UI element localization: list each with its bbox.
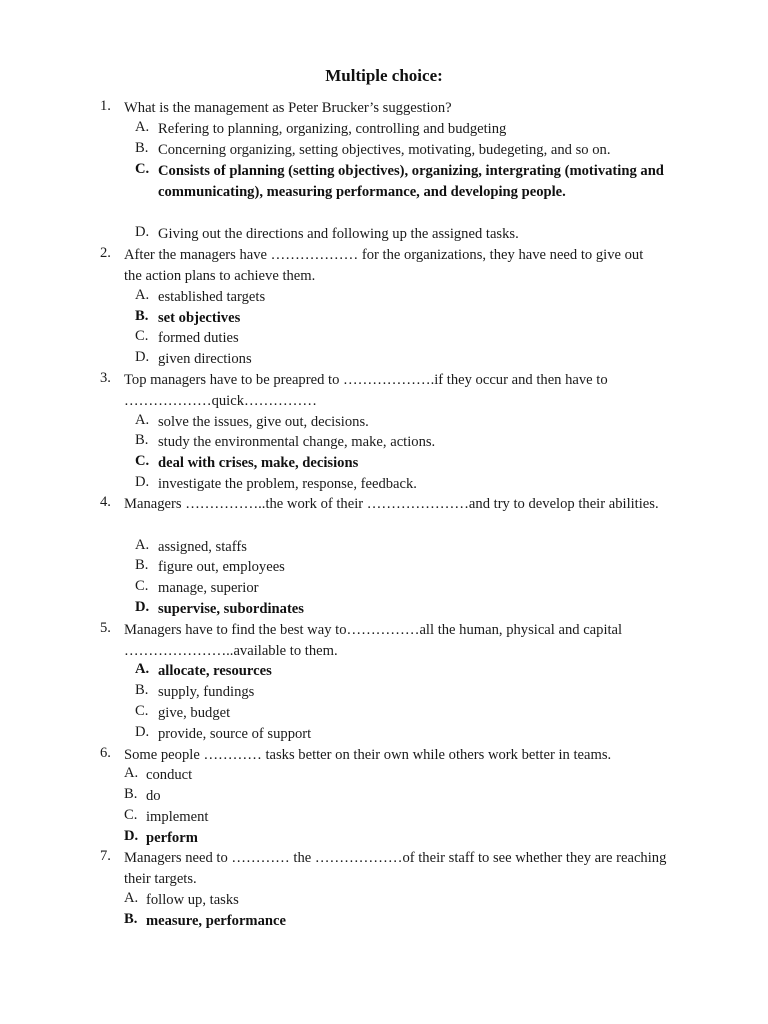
question-text: Managers ……………..the work of their …………………and try to develop their abilities. <box>124 496 659 512</box>
option-text: established targets <box>158 289 266 305</box>
option-letter-correct: C. <box>135 453 150 469</box>
option-text-correct: Consists of planning (setting objectives), organizing, intergrating (motivating and communicating), measuring performance, and developing people. <box>158 163 664 200</box>
option-text: assigned, staffs <box>158 539 247 555</box>
question-number: 5. <box>100 620 111 636</box>
option-letter-correct: C. <box>135 161 150 177</box>
option-letter: B. <box>135 432 149 448</box>
option-text: give, budget <box>158 705 231 721</box>
option-letter: B. <box>124 786 138 802</box>
option-letter: D. <box>135 349 150 365</box>
option-letter-correct: B. <box>135 308 149 324</box>
option-letter: A. <box>135 119 150 135</box>
option-text: manage, superior <box>158 580 259 596</box>
option-letter: C. <box>135 703 149 719</box>
question-text: What is the management as Peter Brucker’s suggestion? <box>124 100 452 116</box>
option-letter-correct: B. <box>124 911 138 927</box>
option-text: implement <box>146 809 209 825</box>
question-number: 2. <box>100 245 111 261</box>
option-letter: A. <box>135 537 150 553</box>
option-text: supply, fundings <box>158 684 255 700</box>
question-text: Managers need to ………… the ………………of their staff to see whether they are reaching their targets. <box>124 850 667 887</box>
option-letter: D. <box>135 724 150 740</box>
question-text: Some people ………… tasks better on their own while others work better in teams. <box>124 747 612 763</box>
option-letter-correct: A. <box>135 661 150 677</box>
option-text: investigate the problem, response, feedback. <box>158 476 417 492</box>
option-letter: A. <box>124 890 139 906</box>
option-text: Concerning organizing, setting objectives, motivating, budegeting, and so on. <box>158 142 611 158</box>
option-text-correct: measure, performance <box>146 913 286 929</box>
option-letter: C. <box>135 328 149 344</box>
question-text: Top managers have to be preapred to ……………….if they occur and then have to ………………quick…………… <box>124 372 608 409</box>
option-letter-correct: D. <box>124 828 139 844</box>
option-text: follow up, tasks <box>146 892 239 908</box>
option-letter: B. <box>135 557 149 573</box>
option-letter: C. <box>124 807 138 823</box>
option-text: provide, source of support <box>158 726 312 742</box>
option-letter: A. <box>135 412 150 428</box>
page-title: Multiple choice: <box>325 66 443 85</box>
option-text: Giving out the directions and following up the assigned tasks. <box>158 226 519 242</box>
question-text: Managers have to find the best way to……………all the human, physical and capital …………………..available to them. <box>124 622 623 659</box>
option-text: formed duties <box>158 330 239 346</box>
option-text-correct: set objectives <box>158 310 241 326</box>
option-letter-correct: D. <box>135 599 150 615</box>
question-number: 1. <box>100 98 111 114</box>
option-letter: A. <box>124 765 139 781</box>
option-text: Refering to planning, organizing, controlling and budgeting <box>158 121 507 137</box>
option-text: conduct <box>146 767 193 783</box>
option-text-correct: deal with crises, make, decisions <box>158 455 359 471</box>
question-number: 7. <box>100 848 111 864</box>
question-text: After the managers have ……………… for the organizations, they have need to give out the action plans to achieve them. <box>124 247 644 284</box>
option-text: given directions <box>158 351 252 367</box>
option-text-correct: allocate, resources <box>158 663 272 679</box>
option-letter: A. <box>135 287 150 303</box>
option-letter: C. <box>135 578 149 594</box>
option-letter: B. <box>135 682 149 698</box>
option-letter: B. <box>135 140 149 156</box>
option-text: solve the issues, give out, decisions. <box>158 414 369 430</box>
question-number: 3. <box>100 370 111 386</box>
option-text-correct: supervise, subordinates <box>158 601 304 617</box>
question-number: 6. <box>100 745 111 761</box>
option-text: do <box>146 788 161 804</box>
option-text-correct: perform <box>146 830 198 846</box>
option-letter: D. <box>135 474 150 490</box>
question-number: 4. <box>100 494 111 510</box>
option-letter: D. <box>135 224 150 240</box>
option-text: study the environmental change, make, actions. <box>158 434 436 450</box>
option-text: figure out, employees <box>158 559 285 575</box>
